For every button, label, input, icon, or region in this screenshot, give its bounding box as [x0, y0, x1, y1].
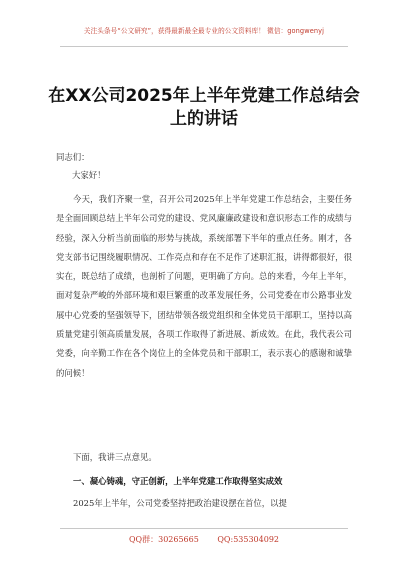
footer-contact: [0, 534, 408, 545]
salutation: 大家好！: [72, 170, 106, 180]
header-divider: [60, 46, 348, 47]
greeting: 同志们：: [56, 152, 90, 162]
footer-divider: [60, 528, 348, 529]
section-heading-1: 一、凝心铸魂，守正创新，上半年党建工作取得坚实成效: [73, 476, 283, 486]
footer-qq-group: QQ群：30265665: [128, 535, 199, 544]
paragraph-transition: 下面，我讲三点意见。: [73, 452, 157, 462]
document-title: 在XX公司2025年上半年党建工作总结会上的讲话: [48, 86, 360, 129]
footer-qq-number: QQ:535304092: [217, 535, 279, 544]
header-notice: 关注头条号“公文研究”，获得最新最全最专业的公文资料库！ 微信：gongwenyj: [83, 27, 325, 35]
paragraph-section-1: 2025年上半年，公司党委坚持把政治建设摆在首位，以提: [73, 498, 287, 508]
paragraph-intro: 今天，我们齐聚一堂，召开公司2025年上半年党建工作总结会，主要任务是全面回顾总结上半年公司党的建设、党风廉廉政建设和意识形态工作的成绩与经验，深入分析当前面临的形势与挑战，系统部署下半年的重点任务。刚才，各党支部书记围绕履职情况、工作亮点和存在不足作了述职汇报，讲得都很好，很实在，既总结了成绩，也剖析了问题，更明确了方向。总的来看，今年上半年，面对复杂严峻的外部环境和艰巨繁重的改革发展任务，公司党委在市公路事业发展中心党委的坚强领导下，团结带领各级党组织和全体党员干部职工，坚持以高质量党建引领高质量发展，各项工作取得了新进展、新成效。在此，我代表公司党委，向辛勤工作在各个岗位上的全体党员和干部职工，表示衷心的感谢和诚挚的问候！: [56, 194, 352, 378]
